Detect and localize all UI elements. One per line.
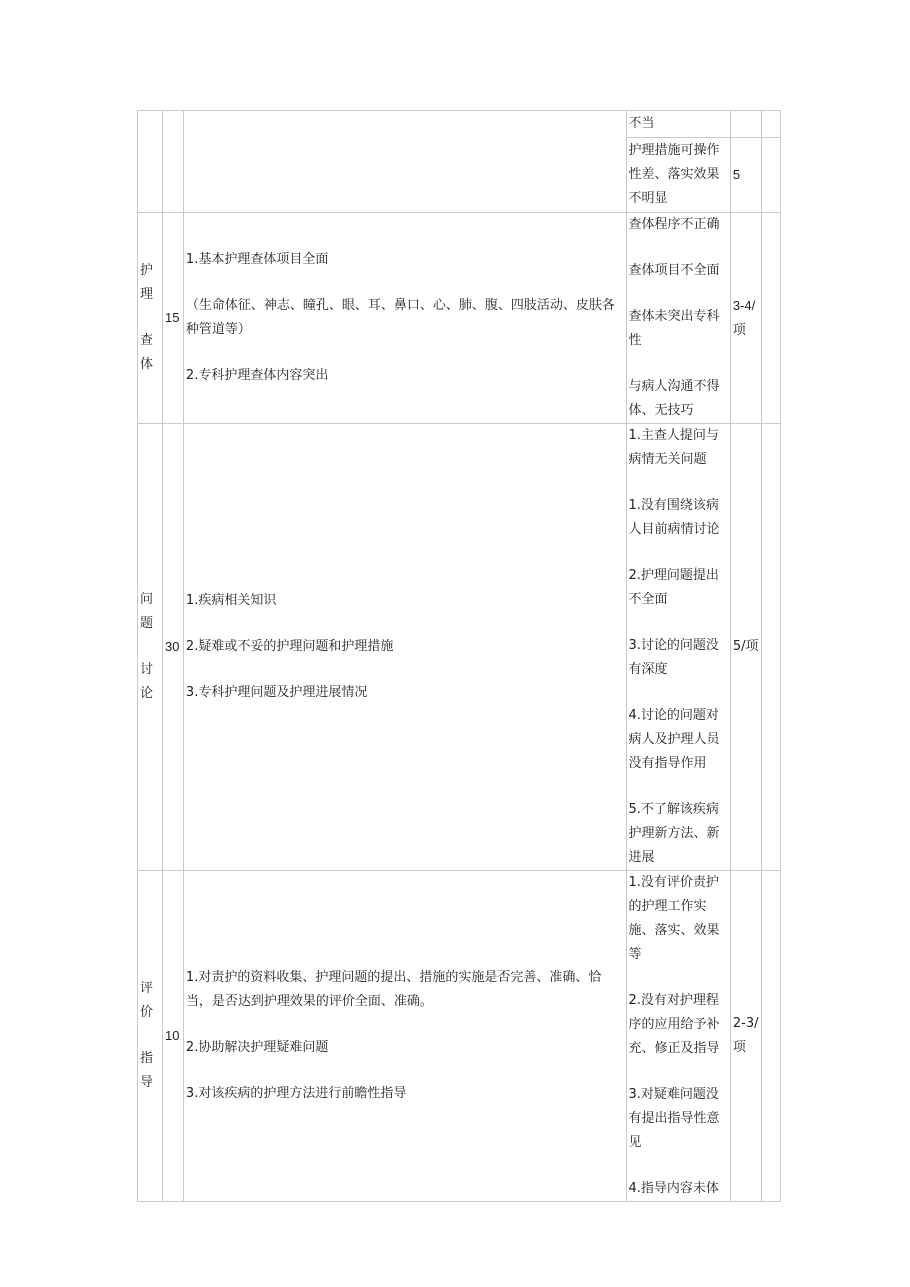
category-char: 理 [140,287,154,302]
content-item: 2.疑难或不妥的护理问题和护理措施 [185,639,394,654]
deduct-score-cell: 5 [730,138,761,213]
content-item: 1.基本护理查体项目全面 [185,252,329,267]
content-cell [183,424,626,871]
content-item: 1.疾病相关知识 [185,593,277,608]
category-char: 导 [140,1075,154,1090]
score-cell: 15 [163,213,184,424]
deduct-item: 不当 [628,116,655,131]
category-char: 体 [140,357,154,372]
content-item: 3.对该疾病的护理方法进行前瞻性指导 [185,1086,407,1101]
remark-cell [762,111,781,138]
deduct-item: 查体项目不全面 [628,263,720,278]
deduct-score-cell: 5/项 [730,424,761,871]
content-item: 2.专科护理查体内容突出 [185,368,329,383]
deduct-items-cell [626,213,730,424]
deduct-item: 1.没有围绕该病人目前病情讨论 [628,498,720,537]
content-item: 2.协助解决护理疑难问题 [185,1040,329,1055]
deduct-item: 1.没有评价责护的护理工作实施、落实、效果等 [628,875,720,962]
remark-cell [762,871,781,1202]
deduct-items-cell [626,138,730,213]
score-cell: 10 [163,871,184,1202]
deduct-item: 查体未突出专科性 [628,309,720,348]
category-cell [138,213,163,424]
deduct-score-cell [730,111,761,138]
category-char: 讨 [140,662,154,677]
category-char: 论 [140,686,154,701]
deduct-item: 查体程序不正确 [628,217,720,232]
deduct-item: 1.主查人提问与病情无关问题 [628,428,719,467]
content-item: 3.专科护理问题及护理进展情况 [185,685,368,700]
category-char: 题 [140,616,154,631]
deduct-item: 3.对疑难问题没有提出指导性意见 [628,1087,720,1150]
category-cell [138,871,163,1202]
category-char: 指 [140,1051,154,1066]
deduct-items-cell [626,424,730,871]
deduct-item: 护理措施可操作性差、落实效果不明显 [628,143,720,206]
score-cell: 30 [163,424,184,871]
content-cell [183,871,626,1202]
deduct-item: 2.没有对护理程序的应用给予补充、修正及指导 [628,993,720,1056]
category-cell [138,424,163,871]
deduct-item: 与病人沟通不得体、无技巧 [628,379,720,418]
score-cell [163,111,184,213]
content-item: （生命体征、神志、瞳孔、眼、耳、鼻口、心、肺、腹、四肢活动、皮肤各种管道等） [185,298,615,337]
table-row [138,213,781,424]
category-char: 问 [140,592,154,607]
table-row [138,111,781,138]
category-char: 评 [140,981,154,996]
category-cell [138,111,163,213]
remark-cell [762,138,781,213]
content-cell [183,213,626,424]
deduct-item: 4.指导内容未体 [628,1181,719,1196]
deduct-item: 4.讨论的问题对病人及护理人员没有指导作用 [628,708,720,771]
content-cell [183,111,626,213]
remark-cell [762,213,781,424]
deduct-item: 5.不了解该疾病护理新方法、新进展 [628,802,720,865]
remark-cell [762,424,781,871]
category-char: 价 [140,1005,154,1020]
deduct-items-cell [626,111,730,138]
deduct-items-cell [626,871,730,1202]
category-char: 查 [140,333,154,348]
content-item: 1.对责护的资料收集、护理问题的提出、措施的实施是否完善、准确、恰当，是否达到护理效果的评价全面、准确。 [185,970,602,1009]
evaluation-table [137,110,781,1202]
deduct-item: 3.讨论的问题没有深度 [628,638,719,677]
deduct-score-cell: 2-3/项 [730,871,761,1202]
table-row [138,871,781,1202]
category-char: 护 [140,263,154,278]
deduct-score-cell: 3-4/项 [730,213,761,424]
deduct-item: 2.护理问题提出不全面 [628,568,719,607]
table-row [138,424,781,871]
